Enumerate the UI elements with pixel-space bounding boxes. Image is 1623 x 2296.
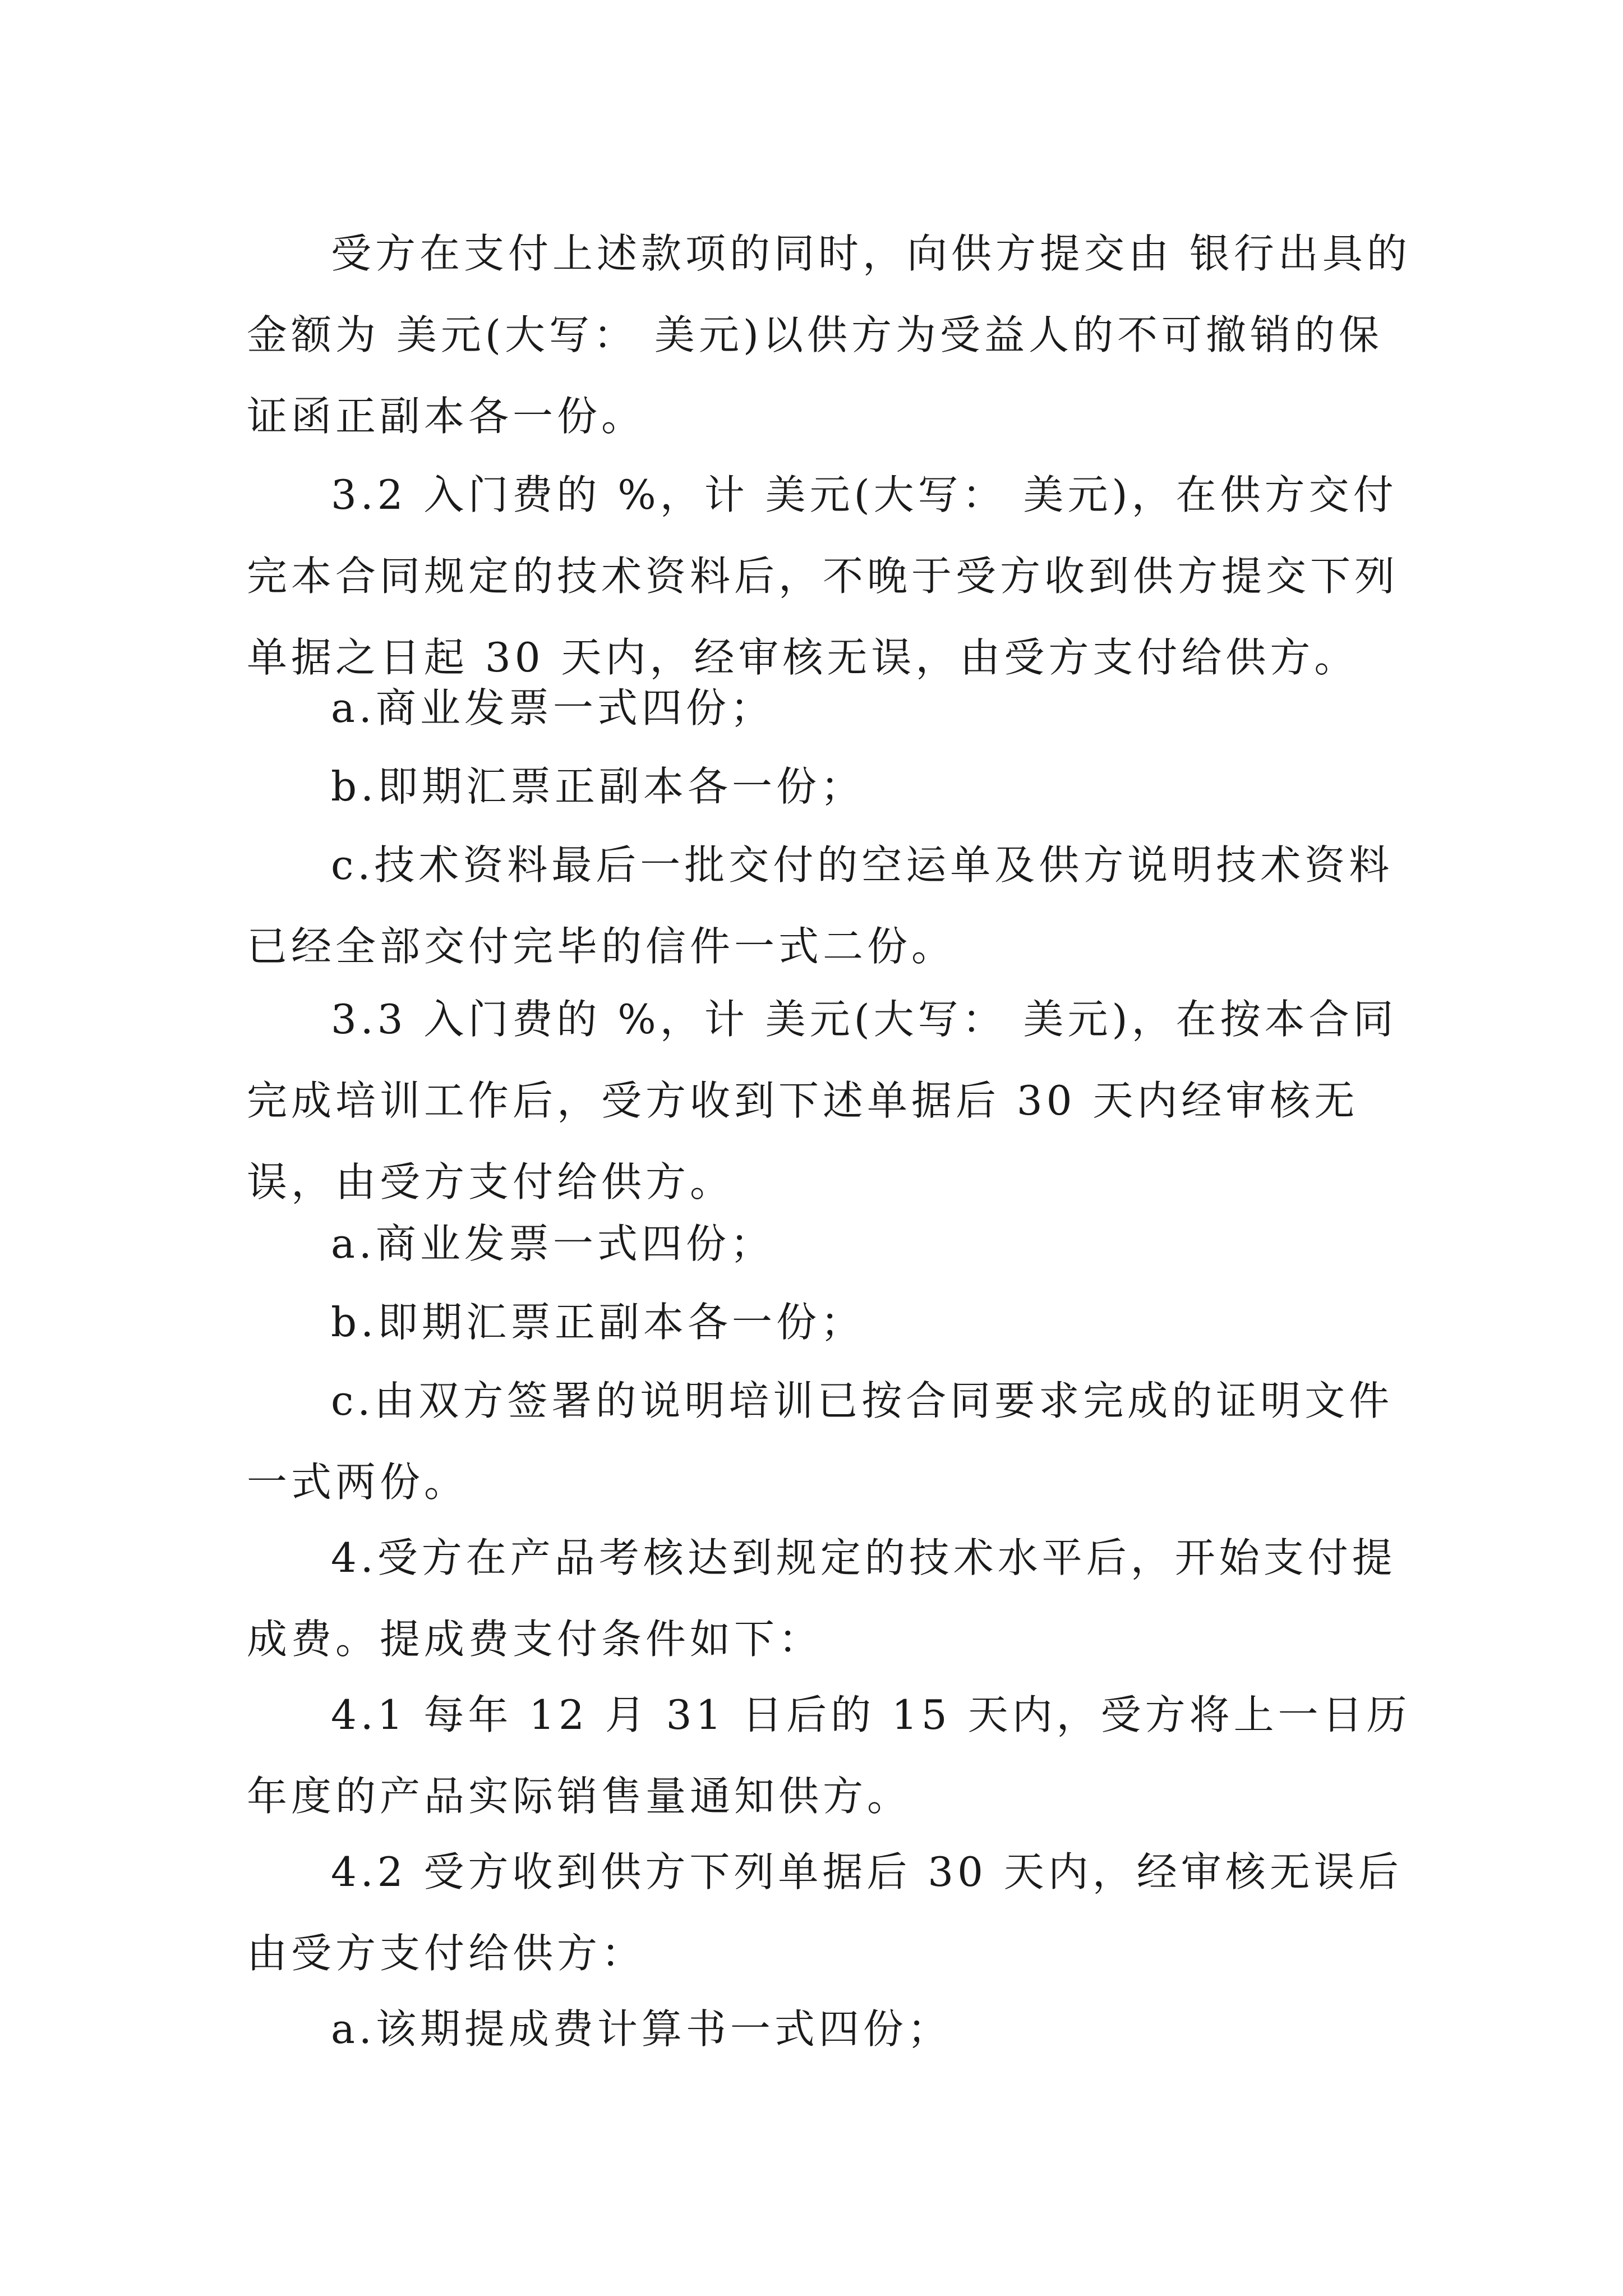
paragraph-clause-4-2: 4.2 受方收到供方下列单据后 30 天内，经审核无误后由受方支付给供方： bbox=[247, 1848, 1403, 1977]
paragraph-clause-4: 4.受方在产品考核达到规定的技术水平后，开始支付提成费。提成费支付条件如下： bbox=[247, 1534, 1396, 1663]
paragraph-3-3-item-b: b.即期汇票正副本各一份； bbox=[331, 1299, 865, 1346]
paragraph-clause-3-2: 3.2 入门费的 %，计 美元(大写： 美元)，在供方交付完本合同规定的技术资料后，不晚于受方收到供方提交下列单据之日起 30 天内，经审核无误，由受方支付给供方。 bbox=[247, 471, 1399, 681]
paragraph-guarantee-letter: 受方在支付上述款项的同时，向供方提交由 银行出具的金额为 美元(大写： 美元)以供方为受益人的不可撤销的保证函正副本各一份。 bbox=[247, 230, 1411, 440]
paragraph-4-2-item-a: a.该期提成费计算书一式四份； bbox=[331, 2005, 952, 2053]
paragraph-3-2-item-a: a.商业发票一式四份； bbox=[331, 684, 774, 731]
paragraph-clause-3-3: 3.3 入门费的 %，计 美元(大写： 美元)，在按本合同完成培训工作后，受方收到下述单据后 30 天内经审核无误，由受方支付给供方。 bbox=[247, 996, 1398, 1205]
paragraph-3-3-item-c: c.由双方签署的说明培训已按合同要求完成的证明文件一式两份。 bbox=[247, 1377, 1394, 1506]
paragraph-3-3-item-a: a.商业发票一式四份； bbox=[331, 1220, 774, 1267]
paragraph-3-2-item-c: c.技术资料最后一批交付的空运单及供方说明技术资料已经全部交付完毕的信件一式二份。 bbox=[247, 841, 1394, 970]
paragraph-3-2-item-b: b.即期汇票正副本各一份； bbox=[331, 763, 865, 810]
paragraph-clause-4-1: 4.1 每年 12 月 31 日后的 15 天内，受方将上一日历年度的产品实际销售量通知供方。 bbox=[247, 1691, 1411, 1820]
